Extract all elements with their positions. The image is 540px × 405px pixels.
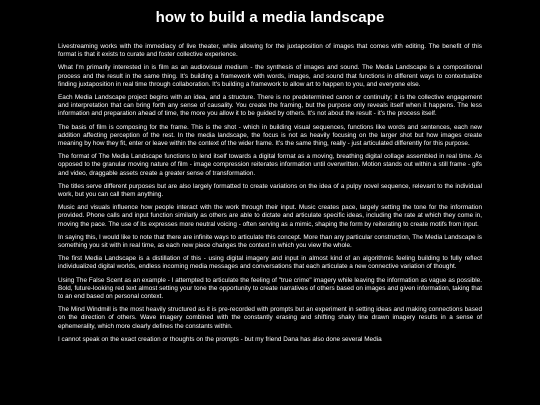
paragraph-music-visuals: Music and visuals influence how people interact with the work through their input. Music creates pace, largely setting the tone for the information provided. Phone calls and input function similarly as others are able to dictate and articulate specific ideas, including the rate at which they come in, moving the pace. The use of its expresses more neutral voicing - often serving as a mimic, shaping the form by reiterating to create motifs from input. xyxy=(58,204,482,228)
paragraph-film-medium: What I'm primarily interested in is film as an audiovisual medium - the synthesis of images and sound. The Media Landscape is a compositional process and the result in the same thing. It's building a framework with words, images, and sound that functions in different ways to contextualize finding juxtaposition in real time through collaboration. It's building a framework to allow art to happen to you, and everyone else. xyxy=(58,64,482,88)
paragraph-first-landscape: The first Media Landscape is a distillation of this - using digital imagery and input in almost kind of an algorithmic feeling building to fully reflect individualized digital worlds, endless incoming media messages and conversations that each articulate a new connective variation of thought. xyxy=(58,255,482,271)
paragraph-titles: The titles serve different purposes but are also largely formatted to create variations on the idea of a pulpy novel sequence, relevant to the individual work, but you can call them anything. xyxy=(58,182,482,199)
paragraph-mind-windmill: The Mind Windmill is the most heavily structured as it is pre-recorded with prompts but an experiment in setting ideas and making connections based on the direction of others. Wave imagery combined with the constantly erasing and shifting shaky line drawn imagery results in a sense of ephemerality, which more clearly defines the constants within. xyxy=(58,306,482,330)
page-title: how to build a media landscape xyxy=(155,9,385,26)
paragraph-composing-frame: The basis of film is composing for the frame. This is the shot - which in building visual sequences, functions like words and sentences, each new addition affecting perception of the rest. In the media landscape, the focus is not as heavily focusing on the larger shot but how images create meaning by how they fit, enter or leave within the context of the wider frame. It's the same thing, really - just articulated differently for this purpose. xyxy=(58,123,482,148)
paragraph-livestreaming: Livestreaming works with the immediacy of live theater, while allowing for the juxtaposition of images that comes with editing. The benefit of this format is that it exists to curate and foster collective experience. xyxy=(58,43,482,59)
paragraph-false-scent: Using The False Scent as an example - I attempted to articulate the feeling of "true crime" imagery while leaving the information as vague as possible. Bold, future-looking red text almost setting your tone the opportunity to create narratives of others based on images and given information, taking that to an end based on personal context. xyxy=(58,276,482,301)
paragraph-digital-format: The format of The Media Landscape functions to lend itself towards a digital format as a moving, breathing digital collage assembled in real time. As opposed to the granular moving nature of film - image compression reiterates information until overwritten. Motion stands out within a still frame - gifs and video, draggable assets create a greater sense of transformation. xyxy=(58,153,482,177)
paragraph-prompts: I cannot speak on the exact creation or thoughts on the prompts - but my friend Dana has also done several Media xyxy=(58,335,382,343)
paragraph-infinite-ways: In saying this, I would like to note that there are infinite ways to articulate this concept. More than any particular construction, The Media Landscape is something you sit with in real time, as each new piece changes the context in which you view the whole. xyxy=(58,233,482,250)
paragraph-project-structure: Each Media Landscape project begins with an idea, and a structure. There is no predetermined canon or continuity; it is the collective engagement and interpretation that can bring forth any sense of causality. You create the framing, but the purpose only reveals itself when it happens. The less information and preparation ahead of time, the more you allow it to be guided by others. It's not about the result - it's the process itself. xyxy=(58,94,482,118)
article-body xyxy=(58,43,482,349)
